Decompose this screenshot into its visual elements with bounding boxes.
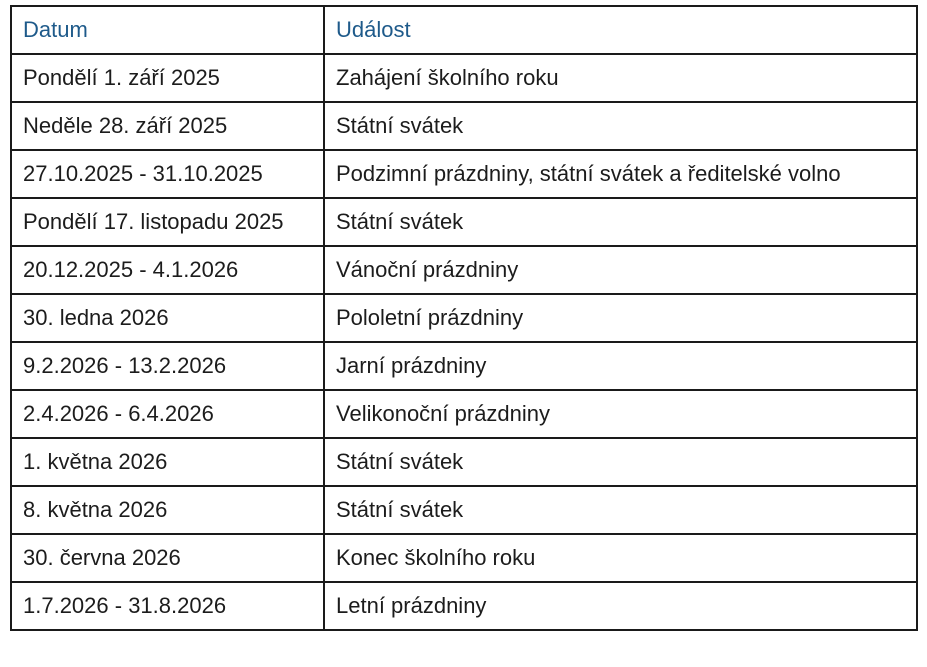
row-event: Státní svátek — [324, 438, 917, 486]
table-row — [11, 102, 917, 150]
row-date: 30. června 2026 — [11, 534, 324, 582]
row-event: Podzimní prázdniny, státní svátek a ředitelské volno — [324, 150, 917, 198]
row-event: Státní svátek — [324, 102, 917, 150]
table-row — [11, 54, 917, 102]
table-header — [11, 6, 917, 54]
row-date: 2.4.2026 - 6.4.2026 — [11, 390, 324, 438]
row-date: 27.10.2025 - 31.10.2025 — [11, 150, 324, 198]
row-date: 9.2.2026 - 13.2.2026 — [11, 342, 324, 390]
row-date: 1. května 2026 — [11, 438, 324, 486]
row-date: 1.7.2026 - 31.8.2026 — [11, 582, 324, 630]
table-row — [11, 390, 917, 438]
row-event: Státní svátek — [324, 486, 917, 534]
header-event: Událost — [324, 6, 917, 54]
row-date: Pondělí 17. listopadu 2025 — [11, 198, 324, 246]
row-date: 30. ledna 2026 — [11, 294, 324, 342]
table-row — [11, 246, 917, 294]
header-row — [11, 6, 917, 54]
school-calendar-table — [10, 5, 918, 631]
table-row — [11, 438, 917, 486]
table-row — [11, 150, 917, 198]
row-date: Neděle 28. září 2025 — [11, 102, 324, 150]
table-row — [11, 582, 917, 630]
table-row — [11, 294, 917, 342]
table-row — [11, 198, 917, 246]
table-row — [11, 486, 917, 534]
row-event: Zahájení školního roku — [324, 54, 917, 102]
header-date: Datum — [11, 6, 324, 54]
row-event: Jarní prázdniny — [324, 342, 917, 390]
table-row — [11, 534, 917, 582]
row-event: Letní prázdniny — [324, 582, 917, 630]
table-row — [11, 342, 917, 390]
row-event: Pololetní prázdniny — [324, 294, 917, 342]
row-date: 20.12.2025 - 4.1.2026 — [11, 246, 324, 294]
row-event: Velikonoční prázdniny — [324, 390, 917, 438]
row-event: Vánoční prázdniny — [324, 246, 917, 294]
row-event: Státní svátek — [324, 198, 917, 246]
row-date: Pondělí 1. září 2025 — [11, 54, 324, 102]
table-body — [11, 54, 917, 630]
row-event: Konec školního roku — [324, 534, 917, 582]
row-date: 8. května 2026 — [11, 486, 324, 534]
